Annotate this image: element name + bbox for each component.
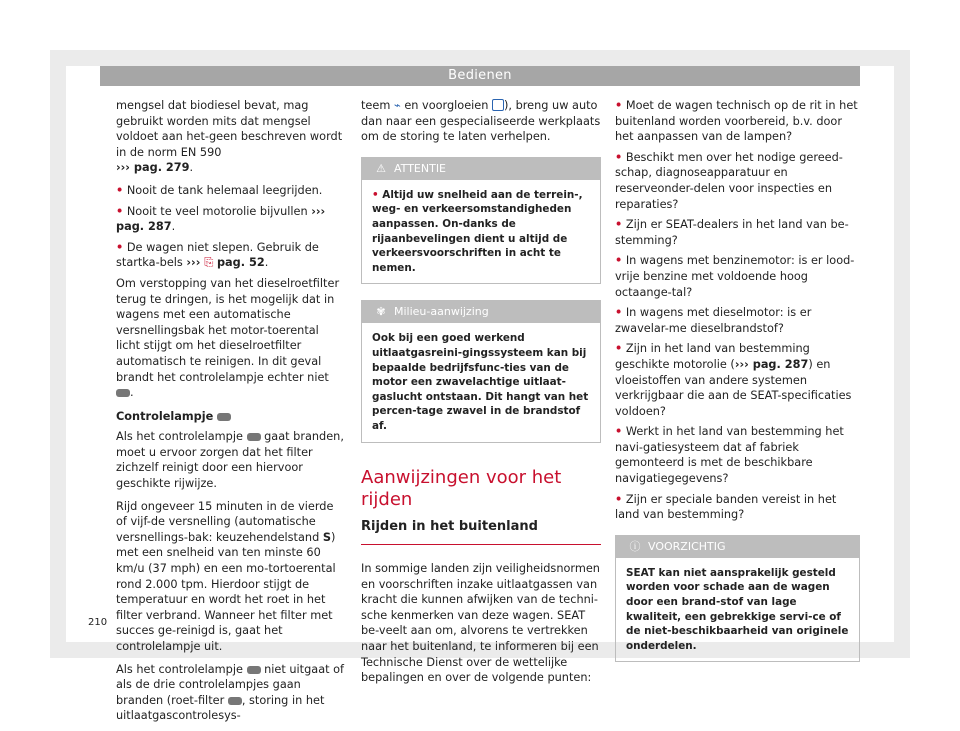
paragraph: In sommige landen zijn veiligheidsnormen en voorschriften inzake uitlaatgassen van kracht die kunnen afwijken van de techni-sche kenmerken van deze wagen. SEAT be-veelt aan om, alvorens te vertrekken naar het buitenland, te informeren bij een Technische Dienst over de wettelijke bepalingen en over de volgende punten: <box>361 562 600 685</box>
paragraph: mengsel dat biodiesel bevat, mag gebruikt worden mits dat mengsel voldoet aan het-geen beschreven wordt in de norm EN 590 ››› pag. 279. <box>116 99 343 175</box>
list-item: • Zijn in het land van bestemming geschikte motorolie (››› pag. 287) en vloeistoffen van andere systemen verkrijgbaar die aan de SEAT-specificaties voldoen? <box>615 342 852 418</box>
list-item: • Nooit te veel motorolie bijvullen ››› pag. 287. <box>116 204 326 234</box>
list-item: • Nooit de tank helemaal leegrijden. <box>116 183 323 197</box>
page-header: Bedienen <box>100 66 860 86</box>
diesel-filter-icon <box>228 697 242 705</box>
list-item: • Werkt in het land van bestemming het navi-gatiesysteem dat af fabriek gemonteerd is met de beschikbare navigatiegegevens? <box>615 425 844 486</box>
diesel-filter-icon <box>217 413 231 421</box>
voorzichtig-text: SEAT kan niet aansprakelijk gesteld worden voor schade aan de wagen door een brand-stof van lage kwaliteit, een gebrekkige servi-ce of de niet-beschikbaarheid van originele onderdelen. <box>626 566 849 652</box>
milieu-text: Ook bij een goed werkend uitlaatgasreini-gingssysteem kan bij bepaalde bedrijfsfunc-ties van de motor een zwavelachtige uitlaat-gaslucht ontstaan. Dit hangt van het percen-tage zwavel in de brandstof af. <box>372 332 589 432</box>
list-item: • Moet de wagen technisch op de rit in het buitenland worden voorbereid, b.v. door het aanpassen van de lampen? <box>615 99 858 144</box>
voorzichtig-header: ⓘ VOORZICHTIG <box>616 536 859 558</box>
paragraph: Als het controlelampje gaat branden, moet u ervoor zorgen dat het filter zichzelf reinigt door een hiervoor geschikte rijwijze. <box>116 430 344 491</box>
page-ref-link[interactable]: pag. 52 <box>216 256 265 270</box>
book-icon: ⎘ <box>204 256 214 270</box>
page-ref-link[interactable]: ››› pag. 287 <box>734 357 809 371</box>
page-ref-link[interactable]: ››› pag. 279 <box>116 161 190 175</box>
page-number: 210 <box>88 617 108 628</box>
voorzichtig-box <box>615 535 860 663</box>
list-item: • De wagen niet slepen. Gebruik de startka-bels ››› ⎘ pag. 52. <box>116 240 319 270</box>
attentie-header: ⚠ ATTENTIE <box>362 158 600 180</box>
column-1 <box>116 98 346 731</box>
page-ref-link[interactable]: ››› pag. 287 <box>116 204 326 234</box>
paragraph: Als het controlelampje niet uitgaat of als de drie controlelampjes gaan branden (roet-filter , storing in het uitlaatgascontrolesys- <box>116 662 345 723</box>
milieu-box <box>361 300 601 442</box>
diesel-filter-icon <box>116 389 130 397</box>
section-divider <box>361 544 601 545</box>
environment-icon: ✾ <box>376 305 386 319</box>
info-icon: ⓘ <box>629 539 641 553</box>
milieu-header: ✾ Milieu-aanwijzing <box>362 301 600 323</box>
list-item: • Beschikt men over het nodige gereed-schap, diagnoseapparatuur en reserveonder-delen voor inspecties en reparaties? <box>615 150 843 211</box>
list-item: • Zijn er speciale banden vereist in het land van bestemming? <box>615 492 837 522</box>
glow-plug-icon <box>492 99 504 111</box>
heading: Controlelampje <box>116 409 346 425</box>
engine-icon: ⌁ <box>393 99 401 112</box>
section-title: Aanwijzingen voor het rijden <box>361 466 562 510</box>
paragraph: teem ⌁ en voorgloeien ), breng uw auto dan naar een gespecialiseerde werkplaats om de storing te laten verhelpen. <box>361 99 601 144</box>
warning-icon: ⚠ <box>376 161 386 175</box>
diesel-filter-icon <box>247 666 261 674</box>
paragraph: Om verstopping van het dieselroetfilter terug te dringen, is het mogelijk dat in wagens met een automatische versnellingsbak het motor-toerental licht stijgt om het dieselroetfilter automatisch te reinigen. In dit geval brandt het controlelampje echter niet . <box>116 276 340 400</box>
paragraph: Rijd ongeveer 15 minuten in de vierde of vijf-de versnelling (automatische versnellings-bak: keuzehendelstand S) met een snelheid van ten minste 60 km/u (37 mph) en een mo-tortoerental rond 2.000 tpm. Hierdoor stijgt de temperatuur en wordt het roet in het filter verbrand. Wanneer het filter met succes ge-reinigd is, gaat het controlelampje uit. <box>116 499 336 653</box>
column-3 <box>615 98 860 678</box>
list-item: • In wagens met dieselmotor: is er zwavelar-me dieselbrandstof? <box>615 306 812 335</box>
diesel-filter-icon <box>247 433 261 441</box>
attentie-text: • Altijd uw snelheid aan de terrein-, weg- en verkeersomstandigheden aanpassen. On-danks de rijaanbevelingen dient u altijd de verkeersvoorschriften in acht te nemen. <box>372 188 583 274</box>
list-item: • Zijn er SEAT-dealers in het land van be-stemming? <box>615 218 849 247</box>
attentie-box <box>361 157 601 285</box>
list-item: • In wagens met benzinemotor: is er lood-vrije benzine met voldoende hoog octaange-tal? <box>615 254 855 299</box>
column-2 <box>361 98 601 693</box>
section-subtitle: Rijden in het buitenland <box>361 518 538 534</box>
